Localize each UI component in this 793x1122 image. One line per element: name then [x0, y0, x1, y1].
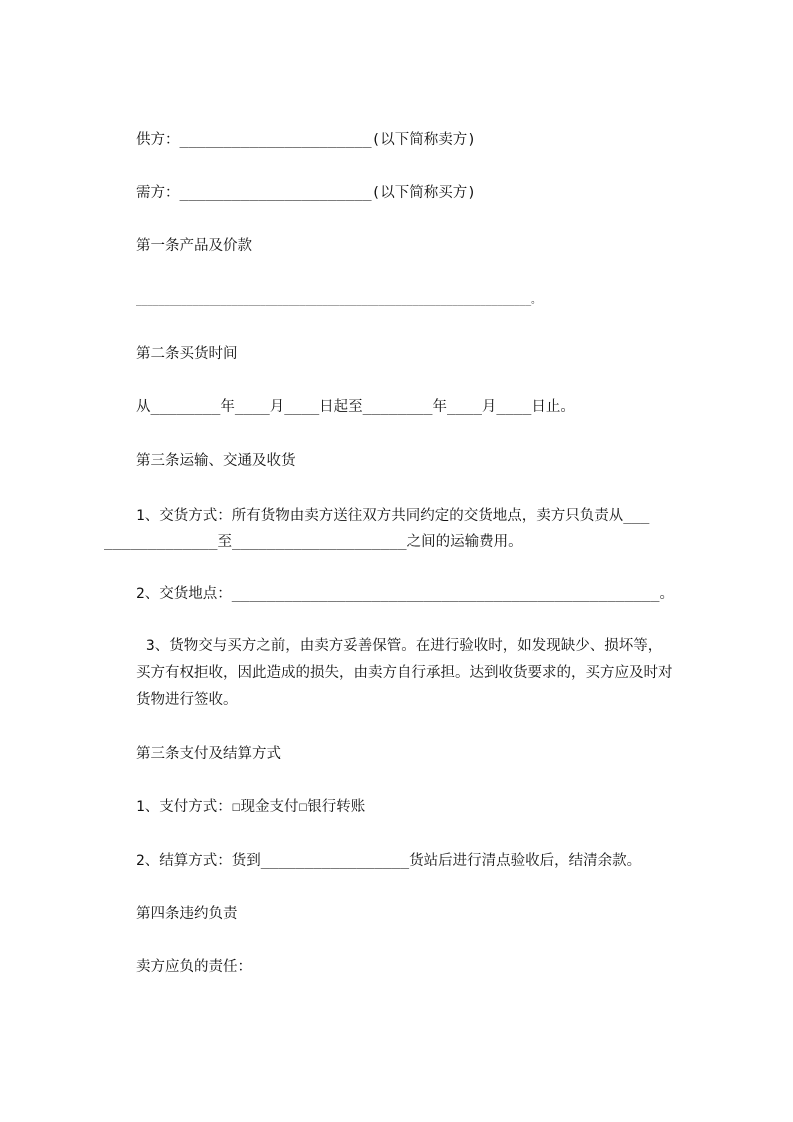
item2-delivery-place: 2、交货地点：_________________________________________________。 [136, 586, 674, 602]
item1-line2: _____________至____________________之间的运输费用。 [104, 534, 523, 550]
buyer-line: 需方：______________________(以下简称买方) [136, 185, 477, 201]
item3-line2: 买方有权拒收，因此造成的损失，由卖方自行承担。达到收货要求的，买方应及时对 [136, 665, 673, 681]
item3-line1: 3、货物交与买方之前，由卖方妥善保管。在进行验收时，如发现缺少、损坏等， [146, 638, 663, 654]
article3-title: 第三条运输、交通及收货 [136, 453, 296, 469]
article4-title: 第四条违约负责 [136, 906, 238, 922]
item1-line1: 1、交货方式：所有货物由卖方送往双方共同约定的交货地点，卖方只负责从___ [136, 508, 650, 524]
item3-line3: 货物进行签收。 [136, 692, 238, 708]
seller-liability: 卖方应负的责任： [136, 959, 252, 975]
article2-period: 从________年____月____日起至________年____月____日止。 [136, 399, 575, 415]
payment-title: 第三条支付及结算方式 [136, 746, 281, 762]
payment-method: 1、支付方式：☐现金支付☐银行转账 [136, 799, 366, 815]
supplier-line: 供方：______________________(以下简称卖方) [136, 132, 477, 148]
settlement-method: 2、结算方式：货到_________________货站后进行清点验收后，结清余款。 [136, 853, 642, 869]
article1-title: 第一条产品及价款 [136, 238, 252, 254]
article1-blank: ______________________________________________________________________。 [136, 295, 541, 306]
article2-title: 第二条买货时间 [136, 346, 238, 362]
